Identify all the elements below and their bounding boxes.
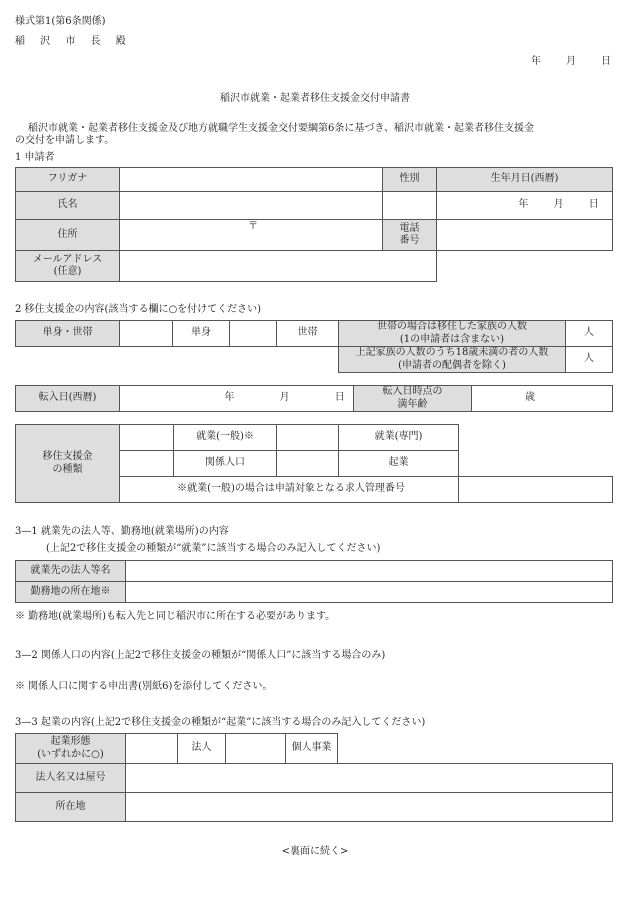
name-input[interactable] xyxy=(120,192,383,220)
special-checkbox-cell[interactable] xyxy=(277,425,339,451)
section3-3-heading: 3—3 起業の内容(上記2で移住支援金の種類が“起業”に該当する場合のみ記入してください) xyxy=(15,717,426,728)
document-title: 稲沢市就業・起業者移住支援金交付申請書 xyxy=(220,93,410,104)
email-label-line1: メールアドレス xyxy=(32,253,103,265)
age-unit: 歳 xyxy=(525,392,535,404)
age-label-line2: 満年齢 xyxy=(397,398,428,410)
household-table xyxy=(15,320,613,373)
under18-count-label xyxy=(339,347,566,373)
phone-label-line1: 電話 xyxy=(399,222,420,234)
type-relation-label: 関係人口 xyxy=(174,451,277,477)
type-general-label: 就業(一般)※ xyxy=(174,425,277,451)
addressee: 稲 沢 市 長 殿 xyxy=(15,36,132,47)
age-label xyxy=(354,386,472,412)
birth-year-label: 年 xyxy=(518,199,529,211)
email-input[interactable] xyxy=(120,251,437,282)
company-name-input[interactable] xyxy=(126,764,613,793)
startup-form-label xyxy=(16,734,126,764)
birth-day-label: 日 xyxy=(588,199,599,211)
address-label: 住所 xyxy=(16,220,120,251)
intro-line-1: 稲沢市就業・起業者移住支援金及び地方就職学生支援金交付要綱第6条に基づき、稲沢市就業・起業者移住支援金 xyxy=(28,123,534,134)
sole-proprietor-label: 個人事業 xyxy=(286,734,338,764)
birthdate-label: 生年月日(西暦) xyxy=(437,168,613,192)
job-number-input[interactable] xyxy=(459,477,613,503)
moving-month-label: 月 xyxy=(279,392,290,404)
age-input[interactable] xyxy=(472,386,613,412)
under18-line1: 上記家族の人数のうち18歳未満の者の人数 xyxy=(355,347,549,358)
household-label: 世帯 xyxy=(277,321,339,347)
email-label xyxy=(16,251,120,282)
phone-input[interactable] xyxy=(437,220,613,251)
employer-name-input[interactable] xyxy=(126,561,613,582)
furigana-input[interactable] xyxy=(120,168,383,192)
postal-mark: 〒 xyxy=(248,221,258,232)
relation-checkbox-cell[interactable] xyxy=(120,451,174,477)
phone-label-line2: 番号 xyxy=(399,235,420,246)
gender-input[interactable] xyxy=(383,192,437,220)
moving-date-input[interactable] xyxy=(120,386,354,412)
form-number: 様式第1(第6条関係) xyxy=(15,16,106,27)
under18-line2: (申請者の配偶者を除く) xyxy=(398,359,506,371)
job-number-note: ※就業(一般)の場合は申請対象となる求人管理番号 xyxy=(120,477,459,503)
email-label-line2: (任意) xyxy=(53,266,82,277)
furigana-label: フリガナ xyxy=(16,168,120,192)
family-count-line1: 世帯の場合は移住した家族の人数 xyxy=(377,321,527,332)
name-label: 氏名 xyxy=(16,192,120,220)
date-month-label: 月 xyxy=(566,56,576,67)
date-year-label: 年 xyxy=(531,56,541,67)
general-checkbox-cell[interactable] xyxy=(120,425,174,451)
startup-table xyxy=(15,733,613,822)
applicant-table xyxy=(15,167,613,282)
household-checkbox-cell[interactable] xyxy=(230,321,277,347)
continue-note: <裏面に続く> xyxy=(281,846,349,857)
company-name-label: 法人名又は屋号 xyxy=(16,764,126,793)
moving-day-label: 日 xyxy=(334,392,345,404)
employer-table xyxy=(15,560,613,603)
section3-2-heading: 3—2 関係人口の内容(上記2で移住支援金の種類が“関係人口”に該当する場合のみ) xyxy=(15,650,386,661)
startup-form-line1: 起業形態 xyxy=(50,736,91,747)
single-label: 単身 xyxy=(173,321,230,347)
section3-1-subheading: (上記2で移住支援金の種類が“就業”に該当する場合のみ記入してください) xyxy=(46,543,381,554)
single-checkbox-cell[interactable] xyxy=(120,321,173,347)
section1-heading: 1 申請者 xyxy=(15,152,55,163)
employer-name-label: 就業先の法人等名 xyxy=(16,561,126,582)
type-startup-label: 起業 xyxy=(339,451,459,477)
intro-line-2: の交付を申請します。 xyxy=(15,135,115,146)
startup-form-line2: (いずれかに○) xyxy=(37,748,104,760)
gender-label: 性別 xyxy=(383,168,437,192)
support-type-line1: 移住支援金 xyxy=(42,451,93,462)
workplace-note: ※ 勤務地(就業場所)も転入先と同じ稲沢市に所在する必要があります。 xyxy=(15,611,336,622)
sole-checkbox-cell[interactable] xyxy=(226,734,286,764)
section3-1-heading: 3—1 就業先の法人等、勤務地(就業場所)の内容 xyxy=(15,526,229,537)
workplace-address-label: 勤務地の所在地※ xyxy=(16,582,126,603)
startup-location-input[interactable] xyxy=(126,793,613,822)
birthdate-input[interactable] xyxy=(437,192,613,220)
type-special-label: 就業(専門) xyxy=(339,425,459,451)
date-day-label: 日 xyxy=(601,56,611,67)
family-count-unit: 人 xyxy=(584,327,594,339)
birth-month-label: 月 xyxy=(553,199,564,211)
support-type-line2: の種類 xyxy=(52,463,83,475)
startup-checkbox-cell[interactable] xyxy=(277,451,339,477)
household-type-label: 単身・世帯 xyxy=(16,321,120,347)
under18-count-input[interactable] xyxy=(566,347,613,373)
phone-label xyxy=(383,220,437,251)
corporation-label: 法人 xyxy=(178,734,226,764)
family-count-input[interactable] xyxy=(566,321,613,347)
age-label-line1: 転入日時点の xyxy=(382,386,443,397)
support-type-table xyxy=(15,424,613,503)
address-input[interactable] xyxy=(120,220,383,251)
family-count-line2: (1の申請者は含まない) xyxy=(399,333,505,345)
startup-location-label: 所在地 xyxy=(16,793,126,822)
family-count-label xyxy=(339,321,566,347)
support-type-label xyxy=(16,425,120,503)
relation-note: ※ 関係人口に関する申出書(別紙6)を添付してください。 xyxy=(15,681,273,692)
corporation-checkbox-cell[interactable] xyxy=(126,734,178,764)
moving-date-label: 転入日(西暦) xyxy=(16,386,120,412)
section2-heading: 2 移住支援金の内容(該当する欄に○を付けてください) xyxy=(15,304,262,315)
under18-unit: 人 xyxy=(584,353,594,365)
moving-date-table xyxy=(15,385,613,412)
workplace-address-input[interactable] xyxy=(126,582,613,603)
moving-year-label: 年 xyxy=(224,392,235,404)
